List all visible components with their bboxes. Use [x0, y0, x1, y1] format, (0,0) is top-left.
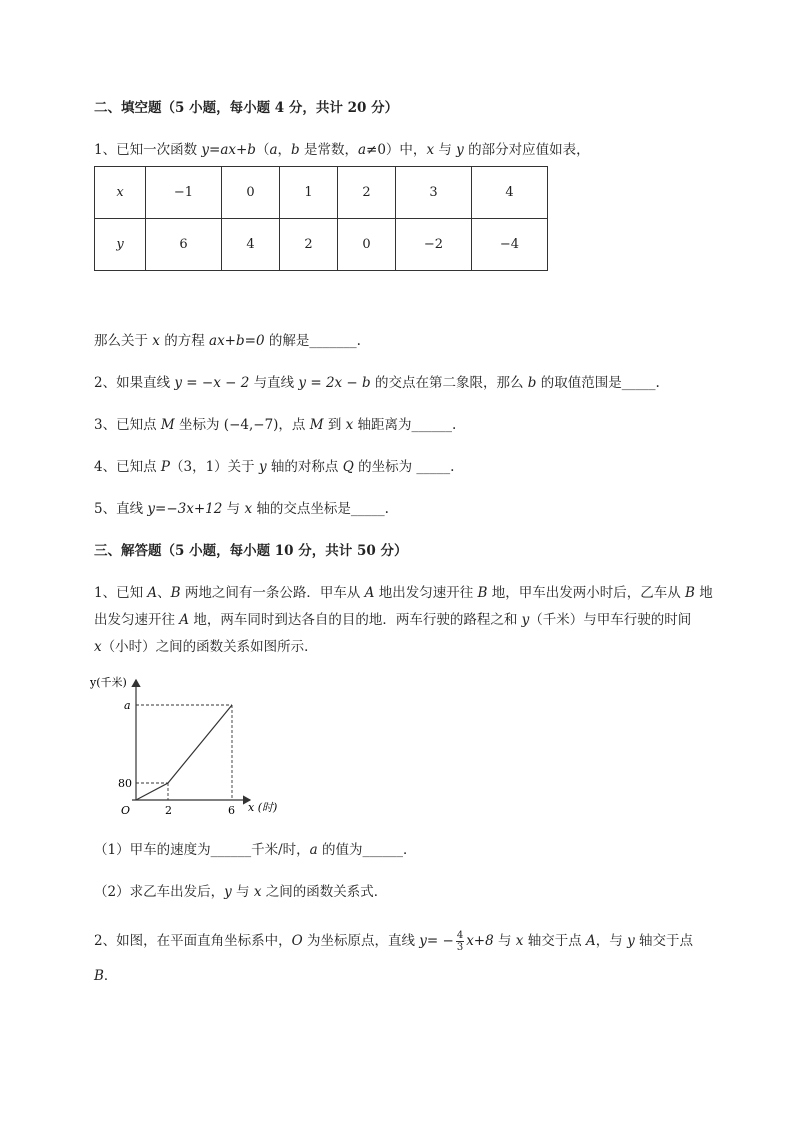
table-row-y: [95, 219, 548, 271]
fill-question-4: 4、已知点 P（3，1）关于 y 轴的对称点 Q 的坐标为 _____.: [94, 459, 455, 475]
table-cell: 0: [338, 219, 396, 271]
fill-question-1-ask: 那么关于 x 的方程 ax+b=0 的解是_______.: [94, 333, 361, 349]
y-tick-80: 80: [118, 777, 132, 790]
answer-question-1-line-3: x（小时）之间的函数关系如图所示．: [94, 639, 318, 655]
fill-question-3: 3、已知点 M 坐标为 (−4,−7)，点 M 到 x 轴距离为______.: [94, 417, 457, 433]
distance-time-graph: [88, 672, 298, 822]
answer-question-2-line-1: 2、如图，在平面直角坐标系中，O 为坐标原点，直线 y= − $\frac{4}{3}$ x+8 与 x 轴交于点 A，与 y 轴交于点: [94, 930, 693, 953]
table-cell: −1: [146, 167, 222, 219]
table-cell: 4: [222, 219, 280, 271]
answer-question-1-line-1: 1、已知 A、B 两地之间有一条公路．甲车从 A 地出发匀速开往 B 地，甲车出发两小时后，乙车从 B 地: [94, 585, 713, 601]
y-tick-a: a: [124, 699, 131, 712]
x-tick-2: 2: [165, 804, 172, 817]
fill-question-1-stem: 1、已知一次函数 y=ax+b（a，b 是常数，a≠0）中，x 与 y 的部分对应值如表，: [94, 142, 590, 158]
table-cell: 2: [338, 167, 396, 219]
table-cell: 6: [146, 219, 222, 271]
answer-question-2-line-2: B．: [94, 968, 118, 984]
table-cell: 1: [280, 167, 338, 219]
fill-question-5: 5、直线 y=−3x+12 与 x 轴的交点坐标是_____.: [94, 501, 389, 517]
table-row-x: [95, 167, 548, 219]
fraction-four-thirds: $\frac{4}{3}$: [456, 930, 464, 953]
table-cell: 2: [280, 219, 338, 271]
x-tick-6: 6: [228, 804, 235, 817]
fill-question-2: 2、如果直线 y = −x − 2 与直线 y = 2x − b 的交点在第二象限，那么 b 的取值范围是_____.: [94, 375, 660, 391]
section-2-heading: 二、填空题（5 小题，每小题 4 分，共计 20 分）: [94, 100, 399, 116]
origin-label: O: [121, 804, 131, 817]
table-cell: 3: [396, 167, 472, 219]
table-cell: 4: [472, 167, 548, 219]
answer-question-1-part-1: （1）甲车的速度为______千米/时，a 的值为______．: [94, 842, 417, 858]
xy-value-table: [94, 166, 548, 271]
table-cell: −4: [472, 219, 548, 271]
y-axis-label: y(千米): [90, 676, 127, 689]
table-header-x: x: [95, 167, 146, 219]
table-header-y: y: [95, 219, 146, 271]
table-cell: 0: [222, 167, 280, 219]
x-axis-label: x (时): [248, 801, 278, 814]
answer-question-1-line-2: 出发匀速开往 A 地，两车同时到达各自的目的地．两车行驶的路程之和 y（千米）与甲车行驶的时间: [94, 612, 692, 628]
table-cell: −2: [396, 219, 472, 271]
answer-question-1-part-2: （2）求乙车出发后，y 与 x 之间的函数关系式．: [94, 884, 388, 900]
function-line: [136, 705, 232, 800]
section-3-heading: 三、解答题（5 小题，每小题 10 分，共计 50 分）: [94, 543, 408, 559]
